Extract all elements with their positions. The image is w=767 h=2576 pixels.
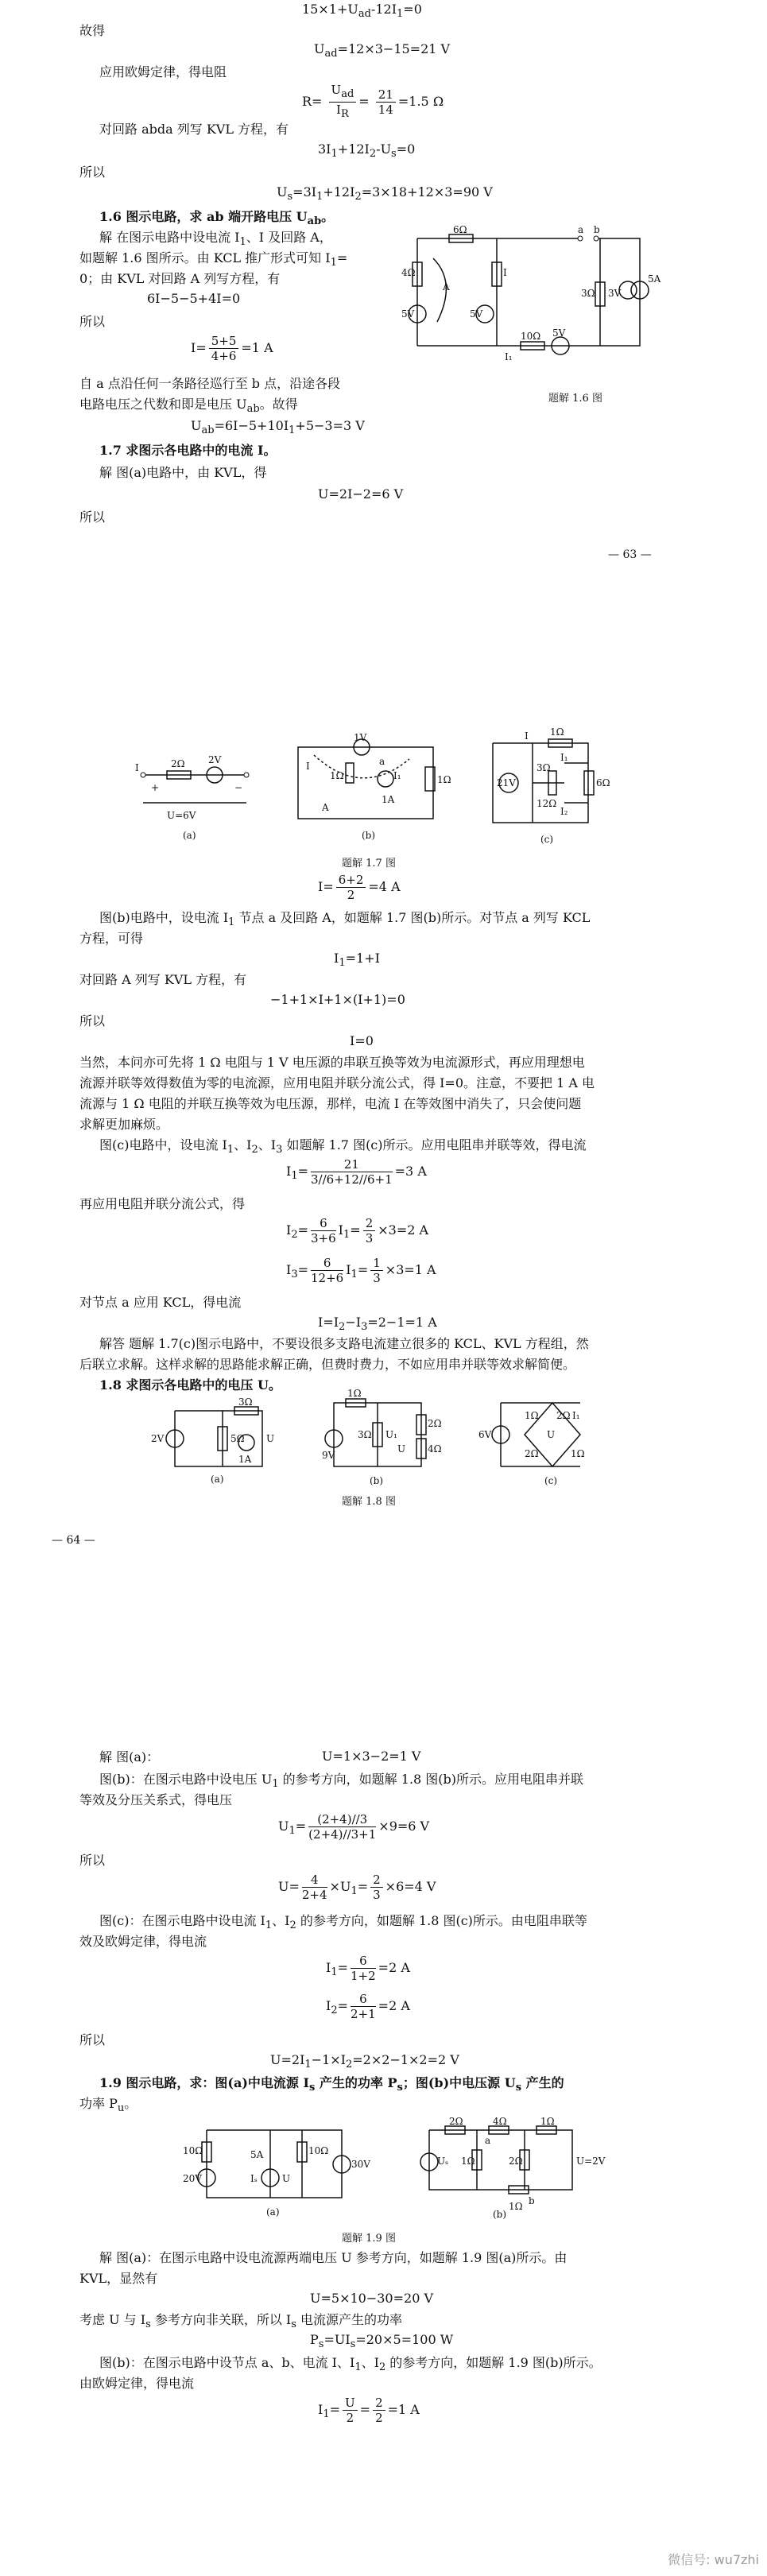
svg-text:I₁: I₁ [505,351,513,362]
equation: U=5×10−30=20 V [310,2291,434,2306]
equation: $I_3=$ $\frac{6}{12+6}$ $I_1=$ $\frac{1}{3}$ ×3=1 A [286,1256,436,1285]
svg-text:I: I [306,761,310,772]
figure-label: (b) [362,830,376,841]
equation: $U_s=3I_1+12I_2=3\times 18+12\times 3=90$ V [277,184,493,203]
text-line: 图(c)电路中，设电流 $I_1$、$I_2$、$I_3$ 如题解 1.7 图(c)所示。应用电阻串并联等效，得电流 [99,1137,587,1156]
text-line: 所以 [79,1013,106,1028]
svg-text:5Ω: 5Ω [230,1433,245,1444]
text-line: 方程，可得 [79,931,144,946]
svg-text:6Ω: 6Ω [453,224,467,235]
svg-text:21V: 21V [497,777,516,788]
svg-text:4Ω: 4Ω [493,2116,507,2127]
svg-text:10Ω: 10Ω [308,2145,329,2156]
equation: $U_{ad}=12\times 3-15=21$ V [314,41,451,60]
svg-text:3Ω: 3Ω [238,1396,253,1408]
text-line: 流源与 1 Ω 电阻的并联互换等效为电压源，那样，电流 I 在等效图中消失了，只会使问题 [79,1096,582,1111]
svg-text:9V: 9V [322,1450,335,1461]
text-line: 等效及分压关系式，得电压 [79,1792,233,1807]
svg-text:30V: 30V [351,2159,370,2170]
svg-text:3Ω: 3Ω [537,762,551,773]
circuit-figure-1-7c [477,727,612,846]
svg-text:1Ω: 1Ω [437,774,451,785]
svg-text:10Ω: 10Ω [521,331,541,342]
svg-text:2Ω: 2Ω [171,758,185,769]
svg-text:1V: 1V [354,732,367,743]
equation: $I_1=1+I$ [334,951,380,970]
equation: $I_2=$ $\frac{6}{3+6}$ $I_1=$ $\frac{2}{3}$ ×3=2 A [286,1216,429,1245]
svg-text:1A: 1A [382,794,395,805]
svg-text:5V: 5V [401,308,415,320]
svg-text:a: a [379,756,385,767]
equation: $U_1=$ $\frac{(2+4)//3}{(2+4)//3+1}$ ×9=6 V [278,1812,430,1842]
svg-text:I₁: I₁ [572,1410,580,1421]
equation: $I_1=$ $\frac{6}{1+2}$ =2 A [326,1954,410,1983]
page-64 [0,715,767,1574]
svg-text:2Ω: 2Ω [556,1410,571,1421]
svg-text:2Ω: 2Ω [509,2156,523,2167]
figure-label: (c) [540,834,554,845]
svg-text:5A: 5A [250,2149,264,2160]
svg-text:1A: 1A [238,1454,252,1465]
svg-text:6Ω: 6Ω [596,777,610,788]
equation: $I_2=$ $\frac{6}{2+1}$ =2 A [326,1992,410,2021]
figure-label: (a) [211,1474,224,1485]
circuit-figure-1-9a [183,2118,370,2222]
svg-text:1Ω: 1Ω [525,1410,539,1421]
equation: $15\times 1+U_{ad}-12I_1=0$ [302,2,422,21]
circuit-figure-1-8a [151,1396,286,1486]
svg-text:3Ω: 3Ω [358,1429,372,1440]
circuit-figure-1-9b [413,2116,606,2222]
figure-caption: 题解 1.8 图 [342,1496,396,1508]
figure-label: (a) [266,2206,280,2218]
text-line: 解 图(a)电路中，由 KVL，得 [99,465,267,480]
text-line: 考虑 U 与 $I_s$ 参考方向非关联，所以 $I_s$ 电流源产生的功率 [79,2312,403,2331]
equation: $I=I_2-I_3=2-1=1$ A [318,1315,437,1334]
text-line: 功率 $P_u$。 [79,2096,138,2115]
text-line: 图(c)：在图示电路中设电流 $I_1$、$I_2$ 的参考方向，如题解 1.8 图(c)所示。由电阻串联等 [99,1913,587,1932]
text-line: 流源并联等效得数值为零的电流源，应用电阻并联分流公式，得 I=0。注意，不要把 1 A 电 [79,1075,595,1090]
svg-text:Uₛ: Uₛ [437,2156,449,2167]
figure-label: (b) [493,2209,507,2220]
svg-text:U=6V: U=6V [167,810,196,821]
circuit-figure-1-8b [322,1388,442,1490]
page-number: — 63 — [608,548,652,561]
text-line: 电路电压之代数和即是电压 $U_{ab}$。故得 [79,397,298,416]
circuit-figure-1-6 [401,224,664,385]
svg-text:A: A [322,802,329,813]
equation: −1+1×I+1×(I+1)=0 [270,992,405,1007]
svg-text:20V: 20V [183,2173,202,2184]
figure-caption: 题解 1.6 图 [548,393,602,405]
circuit-figure-1-7a [135,739,254,841]
svg-text:I₂: I₂ [560,806,568,817]
svg-text:b: b [594,224,600,235]
svg-text:2Ω: 2Ω [428,1418,442,1429]
text-line: 再应用电阻并联分流公式，得 [79,1196,246,1211]
svg-text:a: a [578,224,584,235]
text-line: 图(b)：在图示电路中设节点 a、b、电流 I、$I_1$、$I_2$ 的参考方向，如题解 1.9 图(b)所示。 [99,2355,602,2374]
svg-text:2Ω: 2Ω [449,2116,463,2127]
text-line: 所以 [79,2032,106,2047]
svg-text:12Ω: 12Ω [537,798,557,809]
svg-text:4Ω: 4Ω [428,1443,442,1455]
figure-label: (c) [544,1475,558,1486]
text-line: 解 图(a)： [99,1749,160,1764]
svg-text:U: U [266,1433,275,1444]
svg-text:A: A [443,281,450,292]
svg-text:1Ω: 1Ω [540,2116,555,2127]
text-line: 所以 [79,509,106,525]
svg-text:U: U [547,1429,556,1440]
text-line: 自 a 点沿任何一条路径巡行至 b 点，沿途各段 [79,376,341,391]
text-line: 故得 [79,23,106,38]
equation: I= $\frac{5+5}{4+6}$ =1 A [191,334,273,363]
svg-text:U=2V: U=2V [576,2156,606,2167]
svg-text:1Ω: 1Ω [330,770,344,781]
text-line: 图(b)电路中，设电流 $I_1$ 节点 a 及回路 A，如题解 1.7 图(b)所示。对节点 a 列写 KCL [99,910,591,929]
text-line: 对节点 a 应用 KCL，得电流 [79,1295,242,1310]
circuit-figure-1-7b [290,731,449,843]
svg-text:I: I [525,730,529,742]
text-line: KVL，显然有 [79,2271,158,2286]
svg-text:b: b [529,2195,535,2206]
watermark: 微信号: wu7zhi [668,2552,759,2567]
svg-text:U: U [397,1443,406,1455]
equation: I=0 [350,1033,374,1048]
svg-text:2Ω: 2Ω [525,1448,539,1459]
svg-text:1Ω: 1Ω [550,726,564,738]
text-line: 解 图(a)：在图示电路中设电流源两端电压 U 参考方向，如题解 1.9 图(a)所示。由 [99,2250,568,2265]
svg-text:I: I [135,762,139,773]
svg-text:10Ω: 10Ω [183,2145,203,2156]
figure-label: (a) [183,830,196,841]
svg-text:4Ω: 4Ω [401,267,416,278]
svg-text:+: + [151,782,160,793]
equation: I= $\frac{6+2}{2}$ =4 A [318,873,401,902]
svg-text:6V: 6V [478,1429,492,1440]
equation: $3I_1+12I_2-U_s=0$ [318,141,416,161]
text-line: 求解更加麻烦。 [79,1117,169,1132]
svg-text:I: I [503,267,507,278]
text-line: 由欧姆定律，得电流 [79,2376,195,2391]
svg-text:I₁: I₁ [560,752,568,763]
svg-text:−: − [234,782,243,793]
text-line: 图(b)：在图示电路中设电压 $U_1$ 的参考方向，如题解 1.8 图(b)所示。应用电阻串并联 [99,1772,584,1791]
equation: $P_s=UI_s=20\times 5=100$ W [310,2332,454,2351]
section-title-1-9: 1.9 图示电路，求：图(a)中电流源 $I_s$ 产生的功率 $P_s$；图(b)中电压源 $U_s$ 产生的 [99,2075,564,2094]
equation: U=2I−2=6 V [318,486,404,502]
text-line: 如题解 1.6 图所示。由 KCL 推广形式可知 $I_1=$ [79,250,348,269]
svg-text:Iₛ: Iₛ [250,2173,258,2184]
text-line: 0；由 KVL 对回路 A 列写方程，有 [79,271,281,286]
equation: $I_1=$ $\frac{U}{2}$ = $\frac{2}{2}$ =1 A [318,2396,420,2425]
section-title-1-8: 1.8 求图示各电路中的电压 U。 [99,1377,281,1393]
svg-text:1Ω: 1Ω [347,1388,362,1399]
svg-text:1Ω: 1Ω [509,2201,523,2212]
page-65 [0,1749,767,2576]
text-line: 所以 [79,165,106,180]
equation: 6I−5−5+4I=0 [147,291,241,306]
equation: $I_1=$ $\frac{21}{3//6+12//6+1}$ =3 A [286,1157,427,1187]
equation: R= $U_{ad}$ $I_R$ = $\frac{21}{14}$ =1.5 Ω [302,83,444,120]
svg-text:I₁: I₁ [393,770,401,781]
text-line: 当然，本问亦可先将 1 Ω 电阻与 1 V 电压源的串联互换等效为电流源形式，再应用理想电 [79,1055,585,1070]
svg-text:1Ω: 1Ω [461,2156,475,2167]
text-line: 对回路 abda 列写 KVL 方程，有 [99,122,289,137]
text-line: 所以 [79,1853,106,1868]
figure-caption: 题解 1.7 图 [342,858,396,870]
text-line: 对回路 A 列写 KVL 方程，有 [79,972,247,987]
page-number: — 64 — [52,1534,95,1547]
svg-text:2V: 2V [151,1433,165,1444]
svg-text:U₁: U₁ [385,1429,397,1440]
figure-caption: 题解 1.9 图 [342,2233,396,2245]
svg-text:5A: 5A [648,273,661,285]
svg-text:3Ω: 3Ω [581,288,595,299]
equation: U= $\frac{4}{2+4}$ $\times U_1=$ $\frac{2}{3}$ ×6=4 V [278,1873,436,1902]
equation: U=1×3−2=1 V [322,1749,421,1764]
svg-text:a: a [485,2135,491,2146]
text-line: 所以 [79,314,106,329]
svg-text:5V: 5V [552,327,566,339]
text-line: 应用欧姆定律，得电阻 [99,64,227,79]
svg-text:U: U [282,2173,291,2184]
text-line: 解答 题解 1.7(c)图示电路中，不要设很多支路电流建立很多的 KCL、KVL 方程组，然 [99,1336,589,1351]
text-line: 解 在图示电路中设电流 $I_1$、I 及回路 A， [99,230,332,249]
figure-label: (b) [370,1475,384,1486]
section-title-1-6: 1.6 图示电路，求 ab 端开路电压 $U_{ab}$。 [99,209,335,228]
svg-text:1Ω: 1Ω [571,1448,585,1459]
svg-text:3V: 3V [608,288,622,299]
text-line: 效及欧姆定律，得电流 [79,1934,207,1949]
circuit-figure-1-8c [477,1395,620,1490]
text-line: 后联立求解。这样求解的思路能求解正确，但费时费力，不如应用串并联等效求解简便。 [79,1357,576,1372]
svg-text:5V: 5V [470,308,483,320]
equation: $U_{ab}=6I-5+10I_1+5-3=3$ V [191,418,365,437]
equation: $U=2I_1-1\times I_2=2\times 2-1\times 2=2$ V [270,2052,459,2071]
section-title-1-7: 1.7 求图示各电路中的电流 I。 [99,443,277,458]
svg-text:2V: 2V [208,754,222,765]
